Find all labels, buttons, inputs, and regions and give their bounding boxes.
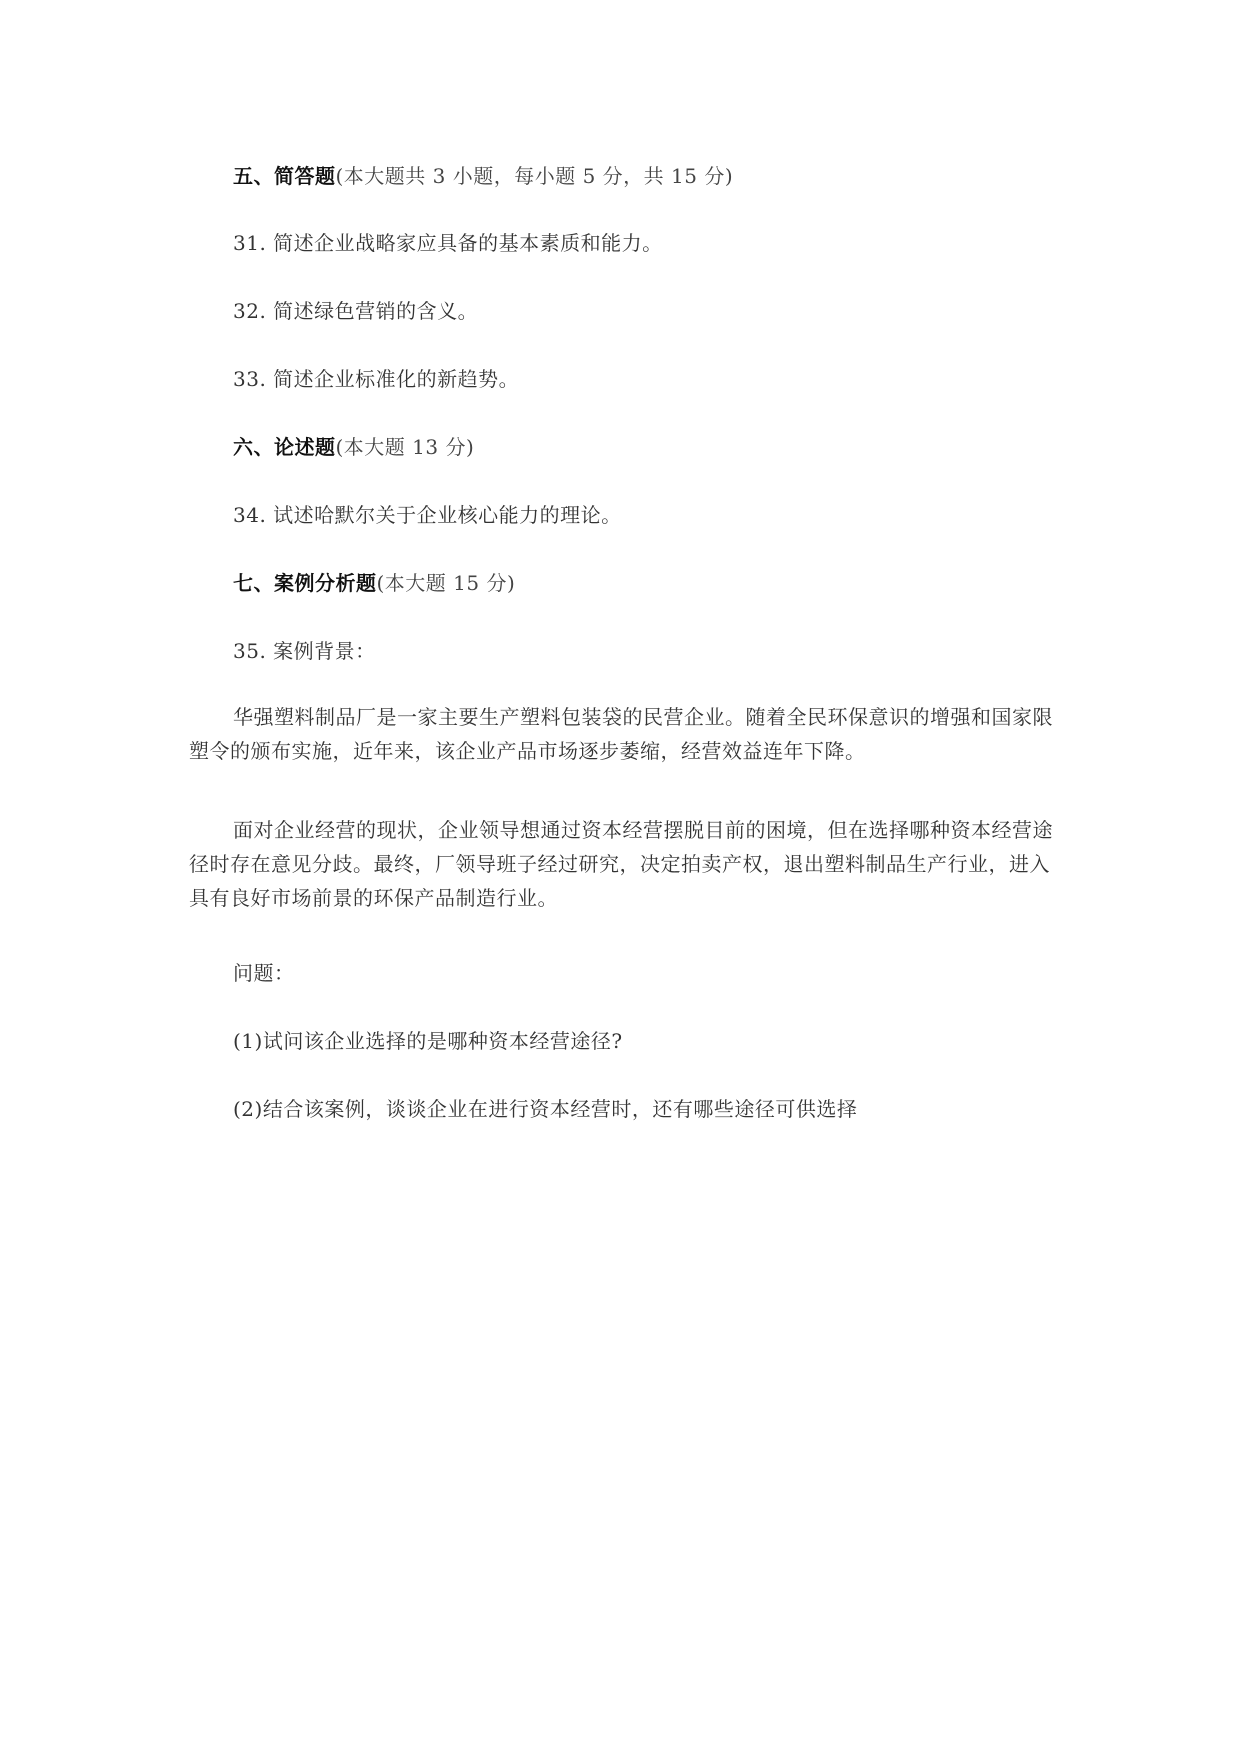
section-7-title: 七、案例分析题 [233,571,377,595]
case-paragraph-2: 面对企业经营的现状，企业领导想通过资本经营摆脱目前的困境，但在选择哪种资本经营途径时存在意见分歧。最终，厂领导班子经过研究，决定拍卖产权，退出塑料制品生产行业，进入具有良好市场前景的环保产品制造行业。 [189,818,1053,910]
section-6-title: 六、论述题 [233,435,336,459]
question-34: 34. 试述哈默尔关于企业核心能力的理论。 [233,503,622,527]
case-paragraph-1: 华强塑料制品厂是一家主要生产塑料包装袋的民营企业。随着全民环保意识的增强和国家限塑令的颁布实施，近年来，该企业产品市场逐步萎缩，经营效益连年下降。 [189,705,1053,763]
section-7-note: (本大题 15 分) [376,571,516,595]
question-32: 32. 简述绿色营销的含义。 [233,299,479,323]
section-6-heading [233,433,474,461]
questions-label: 问题： [233,961,295,985]
sub-question-2: (2)结合该案例，谈谈企业在进行资本经营时，还有哪些途径可供选择 [233,1097,858,1121]
section-7-heading [233,569,515,597]
question-31: 31. 简述企业战略家应具备的基本素质和能力。 [233,231,663,255]
section-5-heading [233,162,733,190]
sub-question-1: (1)试问该企业选择的是哪种资本经营途径? [233,1029,623,1053]
section-6-note: (本大题 13 分) [335,435,475,459]
question-35: 35. 案例背景： [233,639,376,663]
section-5-title: 五、简答题 [233,164,336,188]
section-5-note: (本大题共 3 小题，每小题 5 分，共 15 分) [335,164,734,188]
question-33: 33. 简述企业标准化的新趋势。 [233,367,520,391]
